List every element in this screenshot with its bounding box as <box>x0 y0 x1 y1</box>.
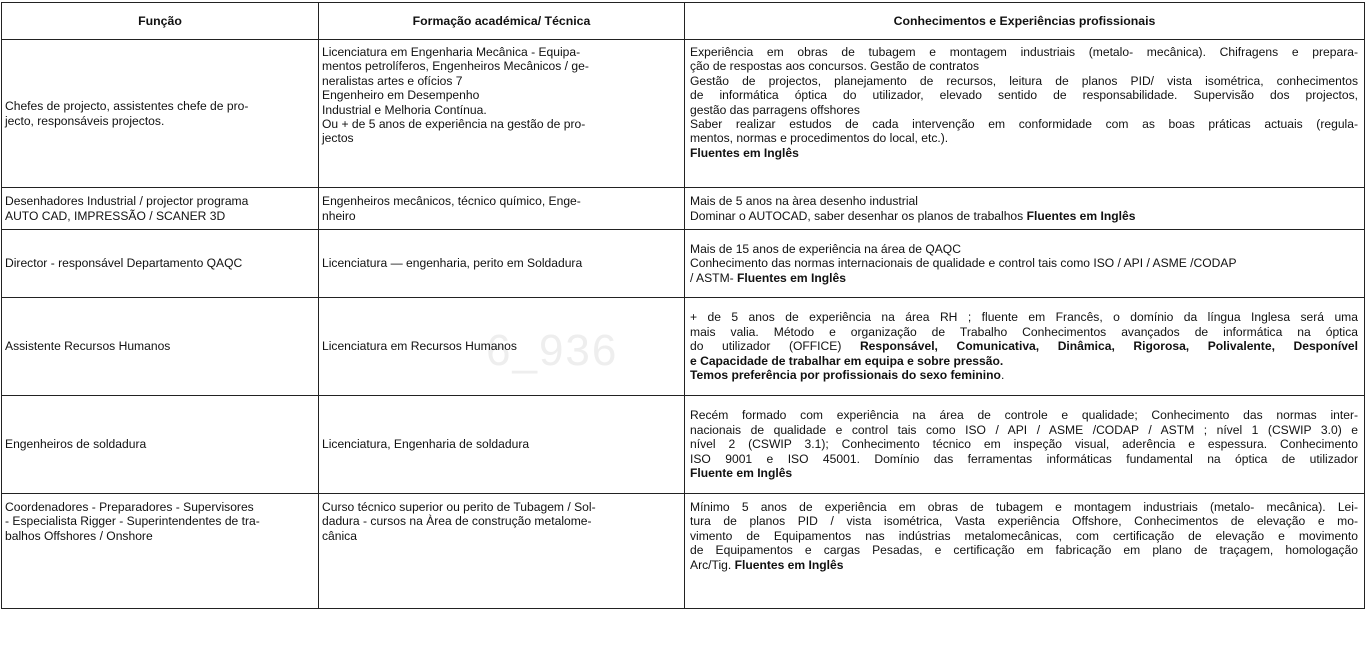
header-funcao: Função <box>2 3 319 40</box>
text-line: Mínimo 5 anos de experiência em obras de tubagem e montagem industriais (metalo- mecânica). Lei- <box>690 500 1358 514</box>
fluency-requirement: Fluentes em Inglês <box>737 270 846 285</box>
cell-funcao <box>2 494 319 609</box>
text-line: Chefes de projecto, assistentes chefe de pro- <box>5 99 249 114</box>
table-row <box>2 40 1365 188</box>
text-line: + de 5 anos de experiência na área RH ; fluente em Francês, o domínio da língua Inglesa será uma <box>690 310 1358 325</box>
cell-conhecimentos <box>685 230 1365 298</box>
text-line: Engenheiros mecânicos, técnico químico, Enge- <box>322 194 581 209</box>
cell-formacao <box>319 188 685 230</box>
text-line <box>690 271 1358 285</box>
text-line: de Equipamentos e cargas Pesadas, e certificação em fabricação em plano de traçagem, homologação <box>690 543 1358 558</box>
requirements-table <box>1 2 1365 609</box>
cell-funcao <box>2 230 319 298</box>
profile-traits: Responsável, Comunicativa, Dinâmica, Rigorosa, Polivalente, Desponível <box>859 339 1359 354</box>
text-line: Desenhadores Industrial / projector programa <box>5 194 249 209</box>
text-line: dadura - cursos na Àrea de construção metalome- <box>322 514 592 529</box>
text-line: nível 2 (CSWIP 3.1); Conhecimento técnico em inspeção visual, aderência e espessura. Conhecimento <box>690 437 1358 452</box>
text-line: jectos <box>322 131 354 146</box>
fluency-requirement: Fluentes em Inglês <box>734 557 844 572</box>
table-row <box>2 494 1365 609</box>
fluency-requirement: Fluente em Inglês <box>690 466 793 481</box>
text-fragment: / ASTM- <box>690 270 738 285</box>
cell-conhecimentos <box>685 188 1365 230</box>
cell-formacao <box>319 396 685 494</box>
text-line: gestão das parragens offshores <box>690 102 860 117</box>
text-line: Licenciatura, Engenharia de soldadura <box>322 437 530 452</box>
cell-conhecimentos <box>685 494 1365 609</box>
text-line: de informática óptica do utilizador, elevado sentido de responsabilidade. Supervisão dos projectos, <box>690 88 1358 103</box>
text-line: AUTO CAD, IMPRESSÃO / SCANER 3D <box>5 208 226 223</box>
cell-funcao <box>2 396 319 494</box>
text-fragment: . <box>1000 368 1005 383</box>
fluency-requirement: Fluentes em Inglês <box>690 145 799 160</box>
table-row <box>2 188 1365 230</box>
table-row <box>2 230 1365 298</box>
text-line <box>690 368 1358 382</box>
text-line: mentos, normas e procedimentos do local, etc.). <box>690 131 949 146</box>
text-line: Engenheiros de soldadura <box>5 437 147 452</box>
fluency-requirement: Fluentes em Inglês <box>1026 208 1136 223</box>
text-line: ção de respostas aos concursos. Gestão de contratos <box>690 59 980 74</box>
text-line: Director - responsável Departamento QAQC <box>5 256 243 271</box>
cell-formacao <box>319 494 685 609</box>
text-line: ISO 9001 e ISO 45001. Domínio das ferramentas informáticas fundamental na óptica de utilizador <box>690 451 1358 466</box>
text-line: Ou + de 5 anos de experiência na gestão de pro- <box>322 117 586 132</box>
text-line: Mais de 15 anos de experiência na área de QAQC <box>690 241 961 256</box>
text-line: tura de planos PID / vista isométrica, Vasta experiência Offshore, Conhecimentos de elevação e mo- <box>690 514 1358 529</box>
text-line: Engenheiro em Desempenho <box>322 88 480 103</box>
text-line: Saber realizar estudos de cada intervenção em conformidade com as boas práticas actuais (regula- <box>690 117 1358 132</box>
text-line: Industrial e Melhoria Contínua. <box>322 102 487 117</box>
text-line: Assistente Recursos Humanos <box>5 339 171 354</box>
header-formacao: Formação académica/ Técnica <box>319 3 685 40</box>
table-row <box>2 396 1365 494</box>
text-line <box>690 209 1358 223</box>
text-line: Gestão de projectos, planejamento de recursos, leitura de planos PID/ vista isométrica, conhecimentos <box>690 73 1358 88</box>
cell-formacao <box>319 298 685 396</box>
text-line: mentos petrolíferos, Engenheiros Mecânicos / ge- <box>322 59 589 74</box>
text-line: cânica <box>322 528 357 543</box>
cell-conhecimentos <box>685 298 1365 396</box>
cell-formacao <box>319 40 685 188</box>
text-line: nheiro <box>322 208 356 223</box>
cell-conhecimentos <box>685 396 1365 494</box>
text-line: Licenciatura — engenharia, perito em Soldadura <box>322 256 583 271</box>
text-fragment: Dominar o AUTOCAD, saber desenhar os planos de trabalhos <box>690 208 1027 223</box>
text-line: Curso técnico superior ou perito de Tubagem / Sol- <box>322 500 596 514</box>
gender-preference: Temos preferência por profissionais do sexo feminino <box>690 368 1001 383</box>
text-line: Licenciatura em Engenharia Mecânica - Equipa- <box>322 45 581 59</box>
header-conhecimentos: Conhecimentos e Experiências profissionais <box>685 3 1365 40</box>
text-line: jecto, responsáveis projectos. <box>5 113 165 128</box>
text-line: Conhecimento das normas internacionais de qualidade e control tais como ISO / API / ASME /CODAP <box>690 256 1237 271</box>
watermark: 6_936 <box>486 326 619 375</box>
text-line <box>690 339 1358 353</box>
text-line: nacionais de qualidade e control tais como ISO / API / ASME /CODAP / ASTM ; nível 1 (CSWIP 3.0) e <box>690 422 1358 437</box>
cell-funcao <box>2 40 319 188</box>
text-line: balhos Offshores / Onshore <box>5 528 153 543</box>
text-line: Licenciatura em Recursos Humanos <box>322 339 517 354</box>
text-fragment: Arc/Tig. <box>690 557 735 572</box>
table-header-row <box>2 3 1365 40</box>
text-line: mais valia. Método e organização de Trabalho Conhecimentos avançados de informática na óptica <box>690 324 1358 339</box>
cell-funcao <box>2 188 319 230</box>
text-line: Experiência em obras de tubagem e montagem industriais (metalo- mecânica). Chifragens e prepara- <box>690 45 1358 59</box>
cell-conhecimentos <box>685 40 1365 188</box>
text-line: Mais de 5 anos na àrea desenho industrial <box>690 194 918 209</box>
table-row <box>2 298 1365 396</box>
cell-funcao <box>2 298 319 396</box>
cell-formacao <box>319 230 685 298</box>
text-line: - Especialista Rigger - Superintendentes de tra- <box>5 514 260 529</box>
text-line <box>690 558 1358 572</box>
text-line: vimento de Equipamentos nas indústrias metalomecânicas, com certificação de elevação e movimento <box>690 528 1358 543</box>
text-line: neralistas artes e ofícios 7 <box>322 73 463 88</box>
text-line: Coordenadores - Preparadores - Supervisores <box>5 500 254 514</box>
profile-traits: e Capacidade de trabalhar em equipa e sobre pressão. <box>690 353 1004 368</box>
text-fragment: do utilizador (OFFICE) <box>690 339 860 354</box>
text-line: Recém formado com experiência na área de controle e qualidade; Conhecimento das normas inter- <box>690 408 1358 423</box>
